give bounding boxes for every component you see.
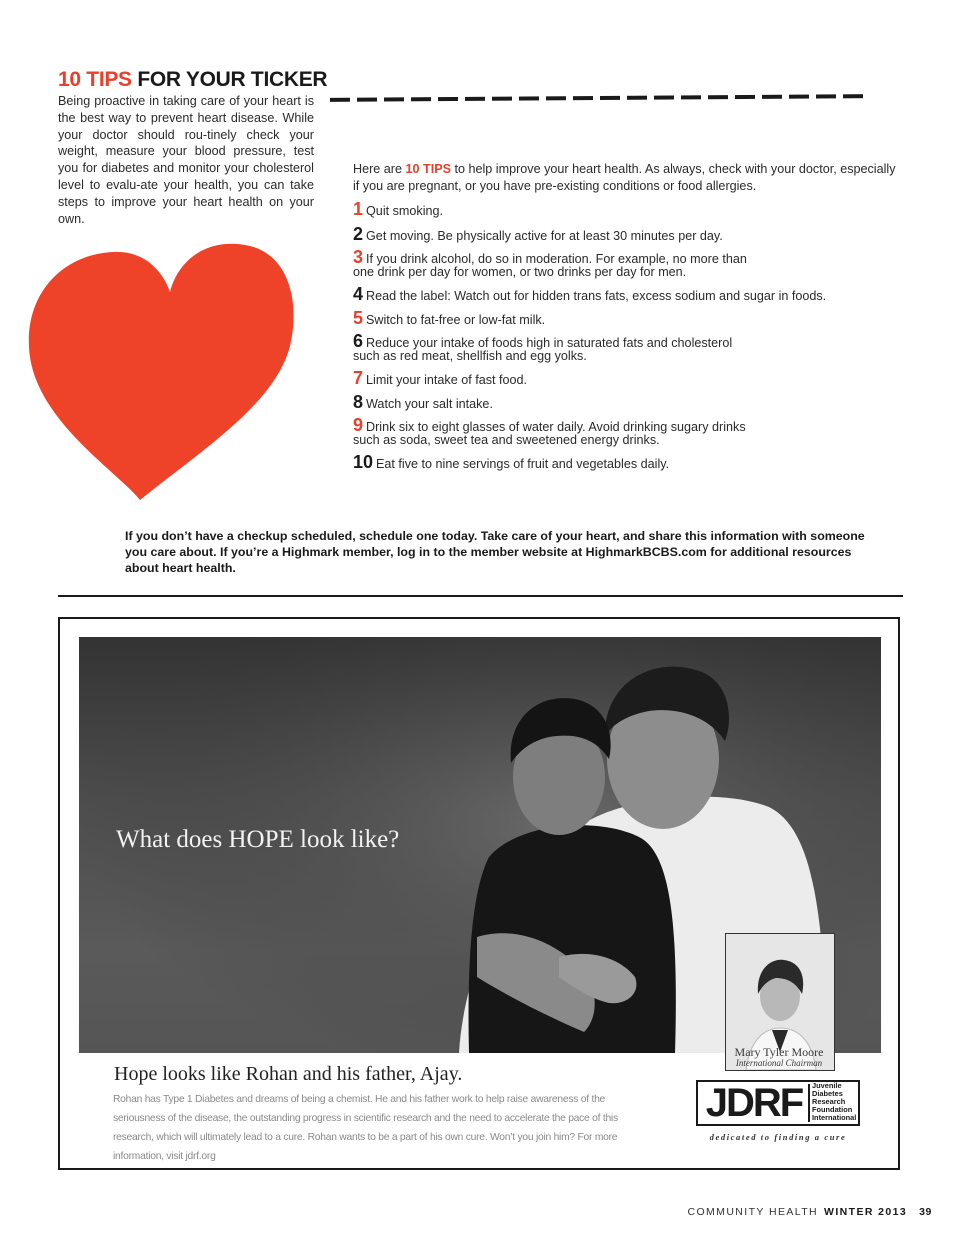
tip-text: Watch your salt intake. — [366, 397, 493, 411]
logo-word: Juvenile — [812, 1081, 842, 1090]
lead-before: Here are — [353, 162, 406, 176]
tip-item — [353, 284, 913, 304]
logo-word: International — [812, 1113, 857, 1122]
checkup-callout: If you don’t have a checkup scheduled, schedule one today. Take care of your heart, and share this information with someone you care about. If you’re a Highmark member, log in to the member website at HighmarkBCBS.com for additional resources about heart health. — [125, 529, 865, 575]
ad-body-text: Rohan has Type 1 Diabetes and dreams of being a chemist. He and his father work to help raise awareness of the seriousness of the disease, the outstanding progress in scientific research and the need to accelerate the pace of this research, which will ultimately lead to a cure. Rohan wants to be a part of his own cure. Won’t you join him? For more information, visit jdrf.org — [113, 1094, 618, 1162]
page-number: 39 — [919, 1206, 932, 1218]
tip-number: 2 — [353, 224, 364, 244]
tip-text-continued: such as soda, sweet tea and sweetened energy drinks. — [353, 433, 660, 447]
tip-item — [353, 199, 913, 219]
tip-number: 5 — [353, 308, 364, 328]
tip-text: If you drink alcohol, do so in moderation. For example, no more than — [366, 252, 747, 266]
portrait-role: International Chairman — [735, 1058, 823, 1068]
tip-item — [353, 247, 913, 279]
lead-after: to help improve your heart health. As always, check with your doctor, especially if you are pregnant, or you have pre-existing conditions or food allergies. — [353, 162, 896, 193]
tip-item — [353, 415, 913, 447]
tip-item — [353, 308, 913, 328]
tip-text: Read the label: Watch out for hidden trans fats, excess sodium and sugar in foods. — [366, 289, 827, 303]
ad-headline: Hope looks like Rohan and his father, Ajay. — [114, 1063, 463, 1085]
logo-word: Diabetes — [812, 1089, 843, 1098]
tip-text: Reduce your intake of foods high in saturated fats and cholesterol — [366, 336, 733, 350]
tips-lead — [353, 161, 903, 195]
intro-paragraph: Being proactive in taking care of your heart is the best way to prevent heart disease. While your doctor should rou-tinely check your weight, measure your blood pressure, test you for diabetes and monitor your cholesterol level to evalu-ate your health, you can take steps to improve your heart health on your own. — [58, 94, 314, 226]
tip-number: 7 — [353, 368, 364, 388]
jdrf-logo-letters: JDRF — [705, 1081, 803, 1125]
jdrf-logo-fullname — [812, 1082, 860, 1122]
logo-word: Foundation — [812, 1105, 853, 1114]
tip-number: 10 — [353, 452, 374, 472]
tip-number: 8 — [353, 392, 364, 412]
tip-item — [353, 392, 913, 412]
tip-text: Drink six to eight glasses of water daily. Avoid drinking sugary drinks — [366, 420, 746, 434]
tip-item — [353, 452, 913, 472]
tip-number: 4 — [353, 284, 364, 304]
portrait-name: Mary Tyler Moore — [734, 1045, 824, 1059]
jdrf-tagline: dedicated to finding a cure — [709, 1132, 847, 1142]
tip-number: 1 — [353, 199, 364, 219]
lead-highlight: 10 TIPS — [405, 162, 451, 176]
tip-text: Quit smoking. — [366, 204, 444, 218]
tip-text: Eat five to nine servings of fruit and vegetables daily. — [376, 457, 670, 471]
section-divider — [58, 595, 903, 597]
tip-text: Switch to fat-free or low-fat milk. — [366, 313, 546, 327]
heart-shape — [29, 244, 294, 500]
heart-illustration — [28, 242, 298, 504]
tip-text-continued: one drink per day for women, or two drinks per day for men. — [353, 265, 687, 279]
page-footer — [560, 1206, 932, 1218]
page-title — [58, 68, 328, 92]
footer-publication: COMMUNITY HEALTH — [687, 1206, 819, 1218]
tip-text-continued: such as red meat, shellfish and egg yolks. — [353, 349, 587, 363]
tip-text: Limit your intake of fast food. — [366, 373, 528, 387]
tip-text: Get moving. Be physically active for at least 30 minutes per day. — [366, 229, 723, 243]
logo-word: Research — [812, 1097, 846, 1106]
title-highlight: 10 TIPS — [58, 68, 132, 91]
footer-issue: WINTER 2013 — [824, 1206, 908, 1218]
tip-number: 6 — [353, 331, 364, 351]
tip-item — [353, 331, 913, 363]
tip-item — [353, 368, 913, 388]
ad-question: What does HOPE look like? — [116, 826, 400, 853]
tip-item — [353, 224, 913, 244]
tip-number: 9 — [353, 415, 364, 435]
dashed-divider — [330, 94, 870, 102]
title-rest: FOR YOUR TICKER — [137, 68, 328, 91]
jdrf-logo-divider — [808, 1084, 810, 1122]
tip-number: 3 — [353, 247, 364, 267]
